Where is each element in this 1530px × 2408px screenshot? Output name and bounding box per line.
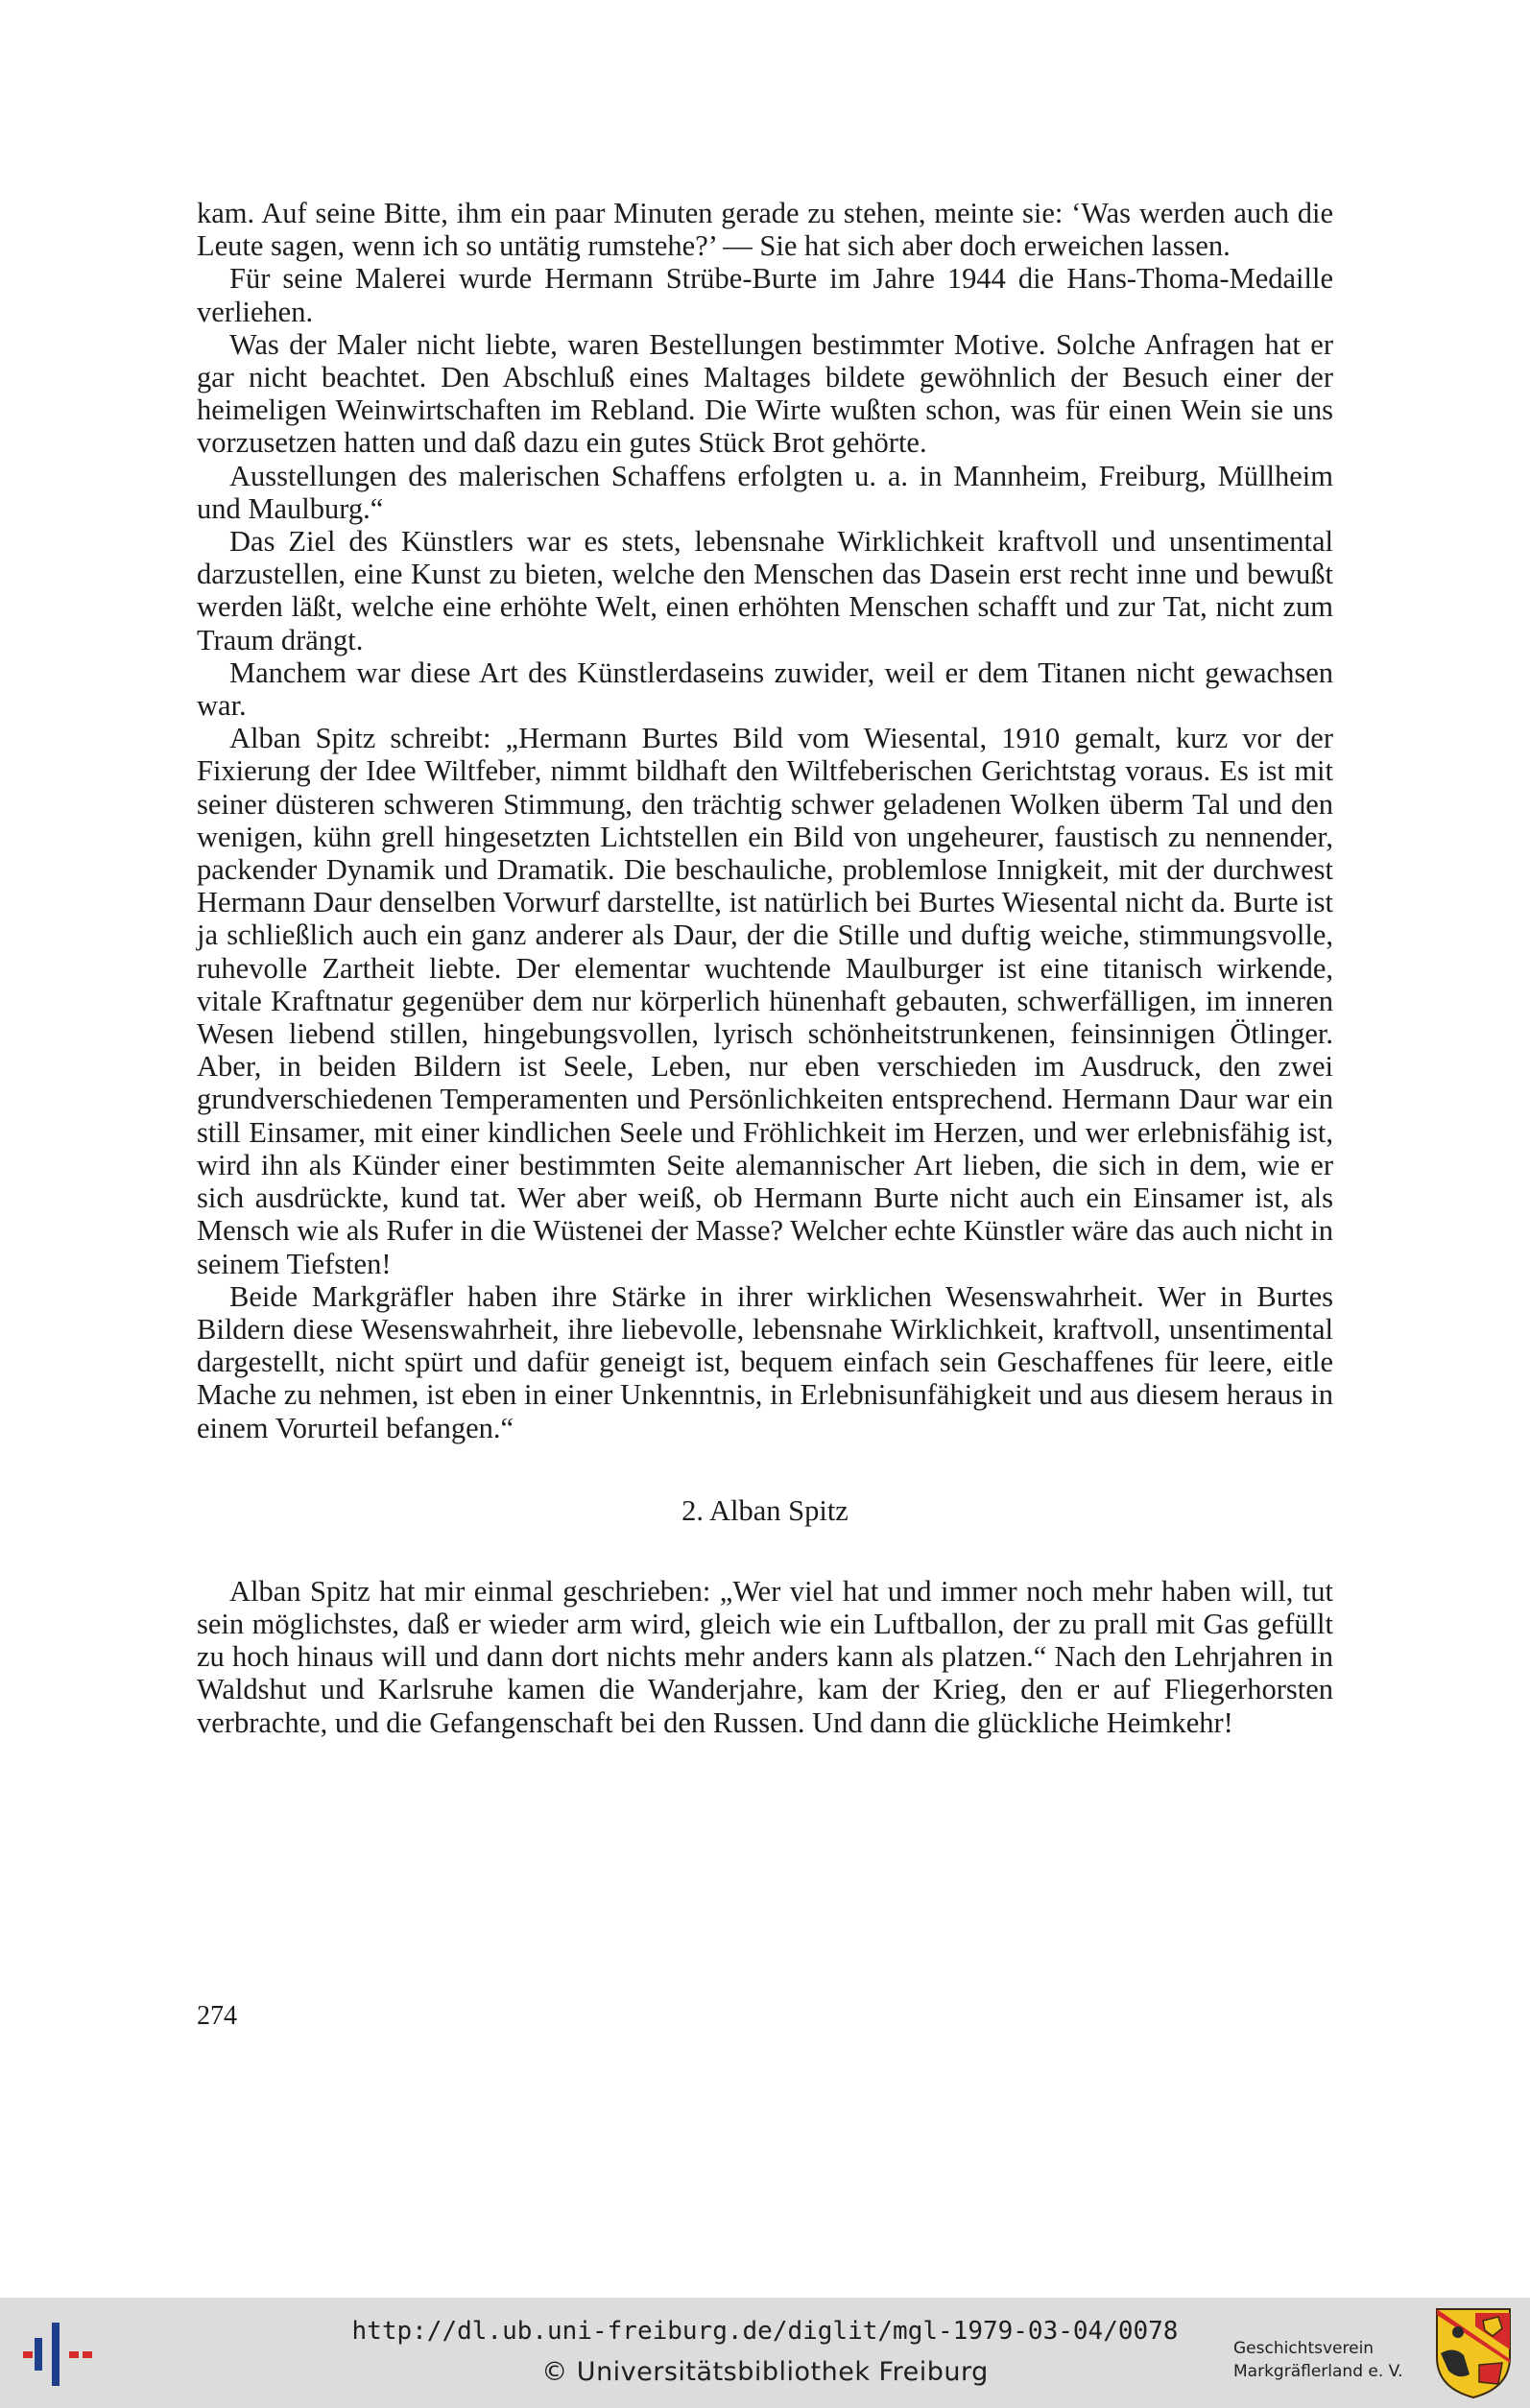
paragraph: Für seine Malerei wurde Hermann Strübe-Burte im Jahre 1944 die Hans-Thoma-Medaille verliehen.	[197, 262, 1333, 328]
paragraph: kam. Auf seine Bitte, ihm ein paar Minuten gerade zu stehen, meinte sie: ‘Was werden auch die Leute sagen, wenn ich so untätig rumstehe?’ — Sie hat sich aber doch erweichen lassen.	[197, 197, 1333, 263]
copyright-text: © Universitätsbibliothek Freiburg	[541, 2357, 989, 2387]
paragraph: Beide Markgräfler haben ihre Stärke in ihrer wirklichen Wesenswahrheit. Wer in Burtes Bildern diese Wesenswahrheit, ihre liebevolle, lebensnahe Wirklichkeit, kraftvoll, unsentimental dargestellt, nicht spürt und dafür geneigt ist, bequem einfach sein Geschaffenes für leere, eitle Mache zu nehmen, ist eben in einer Unkenntnis, in Erlebnisunfähigkeit und aus diesem heraus in einem Vorurteil befangen.“	[197, 1279, 1333, 1444]
footer-bar	[0, 2298, 1530, 2408]
society-name	[1233, 2337, 1425, 2383]
document-url-link[interactable]: http://dl.ub.uni-freiburg.de/diglit/mgl-1979-03-04/0078	[351, 2317, 1179, 2346]
body-text	[197, 197, 1333, 1739]
paragraph: Alban Spitz hat mir einmal geschrieben: „Wer viel hat und immer noch mehr haben will, tut sein möglichstes, daß er wieder arm wird, gleich wie ein Luftballon, der zu prall mit Gas gefüllt zu hoch hinaus will und dann dort nichts mehr anders kann als platzen.“ Nach den Lehrjahren in Waldshut und Karlsruhe kamen die Wanderjahre, kam der Krieg, den er auf Fliegerhorsten verbrachte, und die Gefangenschaft bei den Russen. Und dann die glückliche Heimkehr!	[197, 1574, 1333, 1739]
paragraph: Alban Spitz schreibt: „Hermann Burtes Bild vom Wiesental, 1910 gemalt, kurz vor der Fixierung der Idee Wiltfeber, nimmt bildhaft den Wiltfeberischen Gerichtstag voraus. Es ist mit seiner düsteren schweren Stimmung, den trächtig schwer geladenen Wolken überm Tal und den wenigen, kühn grell hingesetzten Lichtstellen ein Bild von ungeheurer, faustisch zu nennender, packender Dynamik und Dramatik. Die beschauliche, problemlose Innigkeit, mit der durchwest Hermann Daur denselben Vorwurf darstellte, ist natürlich bei Burtes Wiesental nicht da. Burte ist ja schließlich auch ein ganz anderer als Daur, der die Stille und duftig weiche, stimmungsvolle, ruhevolle Zartheit liebte. Der elementar wuchtende Maulburger ist eine titanisch wirkende, vitale Kraftnatur gegenüber dem nur körperlich hünenhaft gebauten, schwerfälligen, im inneren Wesen liebend stillen, hingebungsvollen, lyrisch schönheitstrunkenen, feinsinnigen Ötlinger. Aber, in beiden Bildern ist Seele, Leben, nur eben verschieden im Ausdruck, den zwei grundverschiedenen Temperamenten und Persönlichkeiten entsprechend. Hermann Daur war ein still Einsamer, mit einer kindlichen Seele und Fröhlichkeit im Herzen, und wer erlebnisfähig ist, wird ihn als Künder einer bestimmten Seite alemannischer Art lieben, die sich in dem, wie er sich ausdrückte, kund tat. Wer aber weiß, ob Hermann Burte nicht auch ein Einsamer ist, als Mensch wie als Rufer in die Wüstenei der Masse? Welcher echte Künstler wäre das auch nicht in seinem Tiefsten!	[197, 722, 1333, 1280]
society-name-line: Markgräflerland e. V.	[1233, 2362, 1403, 2381]
paragraph: Manchem war diese Art des Künstlerdaseins zuwider, weil er dem Titanen nicht gewachsen war.	[197, 656, 1333, 723]
coat-of-arms-icon[interactable]	[1435, 2307, 1512, 2399]
page-number: 274	[197, 2001, 237, 2031]
section-heading: 2. Alban Spitz	[681, 1493, 849, 1527]
paragraph: Ausstellungen des malerischen Schaffens erfolgten u. a. in Mannheim, Freiburg, Müllheim und Maulburg.“	[197, 459, 1333, 525]
society-name-line: Geschichtsverein	[1233, 2339, 1375, 2358]
paragraph: Das Ziel des Künstlers war es stets, lebensnahe Wirklichkeit kraftvoll und unsentimental darzustellen, eine Kunst zu bieten, welche den Menschen das Dasein erst recht inne und bewußt werden läßt, welche eine erhöhte Welt, einen erhöhten Menschen schafft und zur Tat, nicht zum Traum drängt.	[197, 525, 1333, 656]
paragraph: Was der Maler nicht liebte, waren Bestellungen bestimmter Motive. Solche Anfragen hat er gar nicht beachtet. Den Abschluß eines Maltages bildete gewöhnlich der Besuch einer der heimeligen Weinwirtschaften im Rebland. Die Wirte wußten schon, was für einen Wein sie uns vorzusetzen hatten und daß dazu ein gutes Stück Brot gehörte.	[197, 327, 1333, 460]
